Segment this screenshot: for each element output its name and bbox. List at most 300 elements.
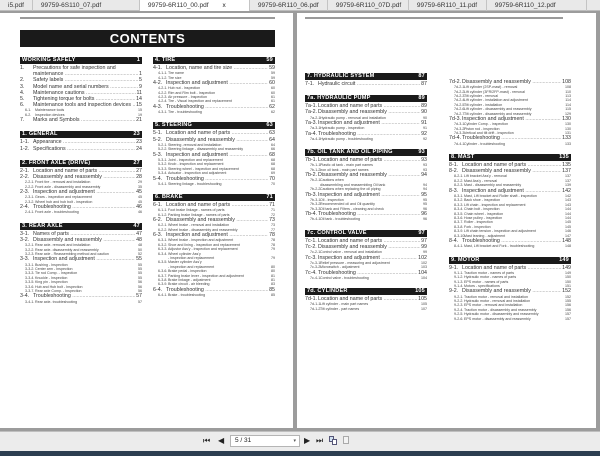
entry-label: Rear axle Comp. - Inspection (35, 288, 82, 293)
single-page-view-icon[interactable] (342, 436, 350, 445)
entry-number: 7b-4-1. (310, 217, 322, 222)
toc-section (153, 194, 275, 297)
next-page-icon[interactable]: ▶ (304, 436, 311, 445)
entry-number: 7b-4. (305, 211, 318, 218)
entry-number: 7b-1-2. (310, 167, 322, 172)
toc-subentry[interactable] (153, 293, 275, 297)
entry-label: Oil - inspection (320, 197, 344, 202)
entry-page: 96 (423, 206, 427, 211)
entry-page: 83 (271, 282, 275, 287)
first-page-icon[interactable]: ⏮ (203, 436, 211, 445)
document-viewer[interactable] (0, 11, 600, 431)
entry-number: 6-3-2. (158, 242, 168, 247)
previous-page-icon[interactable]: ◀ (218, 436, 225, 445)
section-header[interactable] (449, 154, 571, 161)
entry-page: 142 (562, 187, 571, 194)
entry-page: 64 (271, 142, 275, 147)
entry-label: Hydraulic motor - disassembly and reassembly (464, 312, 539, 317)
entry-label: Maintenance tools and inspection devices ..... (33, 102, 135, 108)
entry-page: 148 (562, 237, 571, 244)
entry-label: Location and name of parts ..... (318, 157, 420, 163)
entry-label: Tilt cylinder - disassembly and reassembly (464, 111, 532, 116)
toc-section (305, 288, 427, 311)
entry-number: 5-2-1. (158, 142, 168, 147)
entry-label: Wheel brake - inspection and adjustment (168, 238, 234, 243)
entry-label: Location and name of parts ..... (166, 202, 268, 208)
toc-subentry[interactable] (20, 210, 142, 214)
chevron-down-icon[interactable]: ▾ (293, 438, 296, 444)
tab-4[interactable] (328, 0, 409, 11)
entry-number: 9-2-4. (454, 307, 464, 312)
entry-number: 3-3-6. (25, 284, 35, 289)
entry-page: 78 (271, 242, 275, 247)
entry-label: Microswitch - adjustment (320, 265, 360, 270)
section-header[interactable] (20, 223, 142, 230)
entry-number: 8-4-1. (454, 244, 464, 249)
entry-number: 5-2. (153, 136, 163, 143)
entry-page: 23 (136, 139, 142, 146)
entry-page: 103 (421, 265, 427, 270)
entry-number: 7a-3-1. (310, 126, 322, 131)
entry-label: Motors - specifications (464, 284, 500, 288)
close-tab-icon[interactable]: x (222, 2, 226, 9)
entry-number: 3-2-1. (25, 243, 35, 248)
entry-label: Marks and Symbols ..... (33, 117, 135, 123)
section-header[interactable] (305, 73, 427, 80)
entry-page: 135 (562, 162, 571, 169)
entry-number: 6. (20, 102, 25, 109)
entry-label: Lift cylinder (3FR/2FP-mast) - removal (464, 89, 525, 94)
entry-page: 48 (138, 243, 142, 248)
entry-label: Specifications ..... (33, 146, 135, 152)
tab-6[interactable] (487, 0, 587, 11)
entry-number: 9-2-5. (454, 312, 464, 317)
entry-page: 48 (136, 236, 142, 243)
entry-page: 155 (565, 299, 571, 304)
entry-page: 35 (138, 184, 142, 189)
entry-page: 144 (565, 211, 571, 216)
entry-number: 4-2-3. (158, 95, 168, 100)
entry-page: 45 (138, 195, 142, 200)
entry-label: Tire - Visual inspection and replacement (168, 99, 232, 104)
entry-page: 157 (565, 312, 571, 317)
entry-number: 4. (20, 89, 25, 96)
entry-label: Hose pulley - inspection (464, 215, 503, 220)
entry-page: 156 (565, 307, 571, 312)
section-header[interactable] (20, 131, 142, 138)
entry-label: Traction motor - disassembly and reassembly (464, 307, 537, 312)
entry-number: 7d-1-1. (310, 302, 322, 307)
section-title: 3. REAR AXLE (22, 222, 63, 229)
toc-subentry[interactable] (449, 142, 571, 146)
entry-number: 6-1-1. (158, 208, 168, 213)
section-page: 87 (418, 73, 425, 79)
entry-page: 70 (269, 175, 275, 182)
entry-label: Disassembly and reassembly ..... (318, 109, 420, 115)
entry-page: 57 (136, 293, 142, 300)
entry-number: 6-1. (25, 108, 32, 113)
entry-page: 99 (421, 243, 427, 250)
entry-page: 95 (421, 191, 427, 198)
entry-number: 8-2-2. (454, 178, 464, 183)
entry-number: 7b-3-3. (310, 206, 322, 211)
entry-page: 96 (421, 211, 427, 218)
section-page: 89 (418, 95, 425, 102)
entry-page: 62 (269, 103, 275, 110)
entry-number: 6-2. (153, 217, 163, 224)
entry-page: 105 (421, 302, 427, 307)
entry-page: 27 (136, 167, 142, 174)
toc-subentry[interactable] (305, 276, 427, 280)
entry-number: 9-2-3. (454, 303, 464, 308)
entry-page: 57 (138, 299, 142, 304)
entry-page: 14 (136, 96, 142, 103)
tab-label: 99759-6R110_06.pdf (257, 2, 319, 9)
toc-section (20, 160, 142, 215)
section-header[interactable] (153, 57, 275, 64)
entry-label: Knuckle - Inspection (35, 275, 68, 280)
section-title: 7d. CYLINDER (307, 288, 348, 295)
entry-number: 8-2-3. (454, 183, 464, 188)
toc-subentry[interactable] (449, 244, 571, 248)
entry-number: 7b-1-1. (310, 163, 322, 168)
section-page: 23 (133, 131, 140, 138)
toc-section (305, 73, 427, 87)
entry-page: 45 (136, 189, 142, 196)
toc-subentry[interactable] (305, 137, 427, 141)
entry-label: Tightening torque for bolts ..... (33, 96, 135, 102)
tab-2-active[interactable] (140, 0, 250, 11)
toc-section (20, 57, 142, 123)
entry-number: 4-1. (153, 65, 163, 71)
entry-number: 7d-2-7. (454, 111, 466, 116)
entry-page: 142 (565, 193, 571, 198)
entry-number: 2-1. (20, 167, 30, 174)
toc-section (305, 95, 427, 141)
toc-subentry[interactable] (153, 182, 275, 186)
entry-number: 4-1-2. (158, 75, 168, 80)
entry-label: Hydraulic pump - troubleshooting (320, 136, 373, 141)
entry-label: Disassembly and reassembly ..... (462, 168, 561, 174)
entry-label: Fork - inspection (464, 224, 491, 229)
section-title: 2. FRONT AXLE (DRIVE) (22, 159, 91, 166)
entry-label: Steering linkage - troubleshooting (168, 181, 222, 186)
entry-number: 8-3-6. (454, 215, 464, 220)
entry-number: 3-1. (20, 230, 30, 237)
entry-number: 7. (20, 117, 25, 124)
entry-label: Wheel brake - disassembly and reassembly (168, 227, 238, 232)
toc-subentry[interactable] (305, 217, 427, 221)
tab-label: 99759-6R110_11.pdf (416, 2, 478, 9)
entry-number: 8-2-1. (454, 174, 464, 179)
entry-page: 60 (271, 86, 275, 91)
entry-page: 92 (421, 130, 427, 137)
entry-page: 81 (271, 278, 275, 282)
entry-number: 6-2-1. (158, 223, 168, 228)
entry-number: 8-2. (449, 168, 459, 175)
entry-label: Front axle - disassembly and reassembly (35, 184, 101, 189)
entry-page: 66 (271, 147, 275, 152)
entry-label: Vertical and tilt drift - inspection (464, 131, 514, 136)
entry-number: 8-3-8. (454, 224, 464, 229)
entry-page: 77 (271, 227, 275, 232)
entry-label: Inspection devices (35, 112, 65, 117)
entry-number: 6-3-9. (158, 282, 168, 287)
entry-label: Hydraulic motor - removal and installation (464, 299, 531, 304)
entry-number: 5-3-4. (158, 171, 168, 176)
entry-label: Tie rod Comp. - Inspection (35, 271, 78, 276)
entry-page: 85 (271, 293, 275, 298)
entry-page: 60 (269, 80, 275, 87)
entry-page: 71 (269, 202, 275, 209)
entry-number: 5-4. (153, 175, 163, 182)
section-title: 7c. CONTROL VALVE (307, 229, 367, 236)
entry-label: Wheel hub and hub bolt - inspection (35, 199, 93, 204)
entry-page: 21 (136, 117, 142, 124)
entry-label: maintenance ..... (33, 71, 138, 77)
entry-page: 110 (565, 89, 571, 94)
entry-page: 144 (565, 207, 571, 212)
entry-number: 7d-4. (449, 135, 462, 142)
entry-number: 7b-2-1. (310, 178, 322, 183)
entry-page: 133 (565, 141, 571, 146)
entry-page: 93 (423, 167, 427, 172)
section-header[interactable] (305, 288, 427, 295)
entry-number: 8-3-4. (454, 207, 464, 212)
section-header[interactable] (305, 149, 427, 156)
entry-label: King pin - Inspection (35, 280, 68, 285)
tab-0[interactable] (0, 0, 33, 11)
entry-page: 145 (565, 220, 571, 225)
entry-label: Inspection and adjustment ..... (318, 192, 420, 198)
entry-number: 7a-4. (305, 130, 318, 137)
entry-page: 79 (271, 255, 275, 260)
entry-page: 151 (565, 284, 571, 288)
entry-page: 24 (136, 145, 142, 152)
entry-label: Disassembly and reassembly ..... (33, 237, 135, 243)
entry-page: 94 (421, 172, 427, 179)
entry-number: 4-2-4. (158, 99, 168, 104)
entry-number: 3-3-1. (25, 262, 35, 267)
entry-label: Disassembly and reassembly ..... (166, 217, 268, 223)
entry-number: 6-2-2. (158, 227, 168, 232)
two-page-view-icon[interactable] (329, 436, 337, 445)
entry-label: Cautions when (320, 178, 344, 183)
entry-label: Control valve - removal and installation (320, 250, 382, 255)
entry-label: Roller - inspection (464, 220, 493, 225)
taskbar (0, 451, 600, 456)
entry-page: 55 (138, 262, 142, 267)
toc-entry[interactable] (20, 146, 142, 152)
entry-label: Model name and serial numbers ..... (33, 84, 138, 90)
toc-column-1 (20, 57, 142, 312)
section-title: 7. HYDRAULIC SYSTEM (307, 73, 375, 79)
entry-page: 108 (565, 85, 571, 90)
header-rule (20, 17, 275, 19)
toc-entry[interactable] (20, 117, 142, 123)
entry-page: 150 (565, 275, 571, 280)
entry-page: 130 (565, 126, 571, 131)
entry-number: 9-1-4. (454, 284, 464, 288)
last-page-icon[interactable]: ⏭ (316, 436, 324, 445)
entry-number: 8-3. (449, 187, 459, 194)
toc-subentry[interactable] (20, 300, 142, 304)
entry-number: 7c-2. (305, 243, 317, 250)
toc-column-2 (153, 57, 275, 305)
entry-number: 7d-3-2. (454, 126, 466, 131)
entry-number: 9-2. (449, 288, 459, 295)
toc-subentry[interactable] (153, 110, 275, 114)
entry-label: Steering linkage - disassembly and reassembly (168, 147, 244, 152)
section-header[interactable] (20, 160, 142, 167)
entry-number: 6-3-5. (158, 260, 168, 265)
entry-label: Rear axle- disassembly and reassembly (35, 247, 99, 252)
entry-number: 7d-2-2. (454, 89, 466, 94)
toc-subentry[interactable] (305, 307, 427, 311)
section-page: 1 (136, 57, 140, 63)
entry-number: 7c-2-1. (310, 250, 322, 255)
entry-label: Location and name of parts ..... (318, 103, 420, 109)
entry-label: Steering wheel - inspection and replacement (168, 166, 239, 171)
entry-page: 94 (423, 187, 427, 192)
entry-number: 5-4-1. (158, 181, 168, 186)
entry-page: 148 (565, 244, 571, 249)
entry-page: 133 (562, 135, 571, 142)
entry-page: 80 (271, 269, 275, 274)
entry-number: 1. (20, 65, 25, 71)
entry-label: Recommended oil and Oil quantity (320, 202, 375, 207)
entry-label: Location and name of parts ..... (166, 130, 268, 136)
entry-label: Hydraulic circuit ..... (318, 81, 420, 87)
entry-page: 85 (269, 286, 275, 293)
entry-label: Tilt cylinder - part names (320, 306, 360, 311)
entry-page: 131 (565, 131, 571, 136)
entry-number: 7b-1. (305, 157, 318, 164)
entry-number: 4-2-2. (158, 90, 168, 95)
entry-page: 68 (271, 157, 275, 162)
section-page: 27 (133, 159, 140, 166)
entry-number: 5-3-3. (158, 166, 168, 171)
entry-number: 2-2-2. (25, 184, 35, 189)
tab-label: 99759-6S110_07.pdf (40, 2, 102, 9)
entry-label: Center arm - Inspection (35, 266, 73, 271)
entry-number: 6-3-8. (158, 278, 168, 282)
entry-number: 7d-3. (449, 116, 462, 123)
tab-5[interactable] (409, 0, 487, 11)
entry-number: 7d-2. (449, 79, 462, 85)
section-header[interactable] (449, 257, 571, 264)
entry-number: 7b-3-2. (310, 202, 322, 207)
section-header[interactable] (305, 230, 427, 237)
entry-label: Adjustor Ass'y - inspection and replacement (168, 247, 238, 252)
entry-number: 9-1. (449, 264, 459, 271)
entry-number: 6-4. (153, 286, 163, 293)
section-header[interactable] (153, 122, 275, 129)
entry-label: Tire size (168, 75, 182, 80)
toc-section (153, 57, 275, 114)
entry-number: 9-1-3. (454, 279, 464, 284)
entry-number: 5-3-2. (158, 162, 168, 167)
entry-page: 93 (421, 157, 427, 164)
entry-page: 104 (418, 269, 427, 276)
entry-label: Mast leaning - adjustment (464, 233, 506, 238)
entry-page: 80 (271, 264, 275, 269)
entry-number: 2-4-1. (25, 210, 35, 215)
entry-number: 6-1-2. (158, 212, 168, 217)
entry-page: 114 (565, 102, 571, 107)
entry-number: 3-4-1. (25, 299, 35, 304)
entry-label: Troubleshooting ..... (462, 135, 561, 141)
entry-label: Rim and Rim bolt - Inspection (168, 90, 216, 95)
entry-label: EPS motor - names of parts (464, 279, 509, 284)
entry-number: 7c-3. (305, 254, 317, 261)
entry-label: Foot brake linkage - names of parts (168, 208, 225, 213)
tab-3[interactable] (250, 0, 328, 11)
entry-number: 7a-4-1. (310, 136, 322, 141)
entry-label: Lift chain tension - inspection and adjustment (464, 229, 536, 234)
entry-page: 45 (138, 199, 142, 204)
entry-page: 105 (418, 296, 427, 303)
section-header[interactable] (20, 57, 142, 64)
section-title: 8. MAST (451, 154, 475, 161)
entry-page: 73 (271, 223, 275, 228)
entry-number: 7c-3-2. (310, 265, 322, 270)
section-header[interactable] (305, 95, 427, 102)
section-page: 47 (133, 222, 140, 229)
entry-label: Brake pedal - inspection (168, 269, 207, 274)
entry-number: 7-1. (305, 81, 315, 87)
entry-label: Actuator - inspection and adjustment (168, 171, 227, 176)
toc-section (449, 154, 571, 249)
entry-page: 149 (562, 264, 571, 271)
entry-label: Oil tank - troubleshooting (320, 217, 360, 222)
entry-label: Tilt cylinder - removal (464, 94, 499, 99)
entry-number: 1-1. (20, 139, 30, 146)
section-page: 93 (418, 149, 425, 156)
entry-page: 114 (565, 98, 571, 103)
entry-number: 7a-1. (305, 103, 318, 110)
entry-page: 152 (565, 294, 571, 299)
entry-label: Relief pressure - measuring and adjustment (320, 260, 390, 265)
entry-number: 2-3. (20, 189, 30, 196)
entry-label: Lift cylinder (2SP-mast) - removal (464, 85, 518, 90)
entry-label: Hydraulic pump - inspection (320, 126, 365, 131)
entry-number: 3-2-2. (25, 247, 35, 252)
entry-number: 7b-2. (305, 172, 318, 179)
toc-section (449, 257, 571, 321)
entry-number: 5-3. (153, 151, 163, 158)
toc-entry[interactable] (305, 81, 427, 87)
section-page: 105 (415, 288, 425, 295)
toc-column-3 (305, 73, 427, 319)
tab-1[interactable] (33, 0, 140, 11)
page-number-input[interactable] (230, 435, 300, 447)
entry-label: Hub and Hub bolt - Inspection (35, 284, 83, 289)
entry-label: Traction motor - names of parts (464, 270, 514, 275)
entry-label: Inspection and adjustment ..... (166, 152, 268, 158)
toc-subentry[interactable] (449, 317, 571, 321)
entry-label: Maintenance cautions ..... (33, 90, 136, 96)
entry-page: 89 (421, 103, 427, 110)
entry-number: 8-3-2. (454, 198, 464, 203)
section-page: 71 (266, 194, 273, 201)
entry-number: 9-2-1. (454, 294, 464, 299)
section-header[interactable] (153, 194, 275, 201)
entry-number: 7d-1. (305, 296, 318, 303)
entry-number: 5-2-2. (158, 147, 168, 152)
entry-label: Troubleshooting ..... (462, 238, 561, 244)
entry-page: 62 (271, 110, 275, 115)
